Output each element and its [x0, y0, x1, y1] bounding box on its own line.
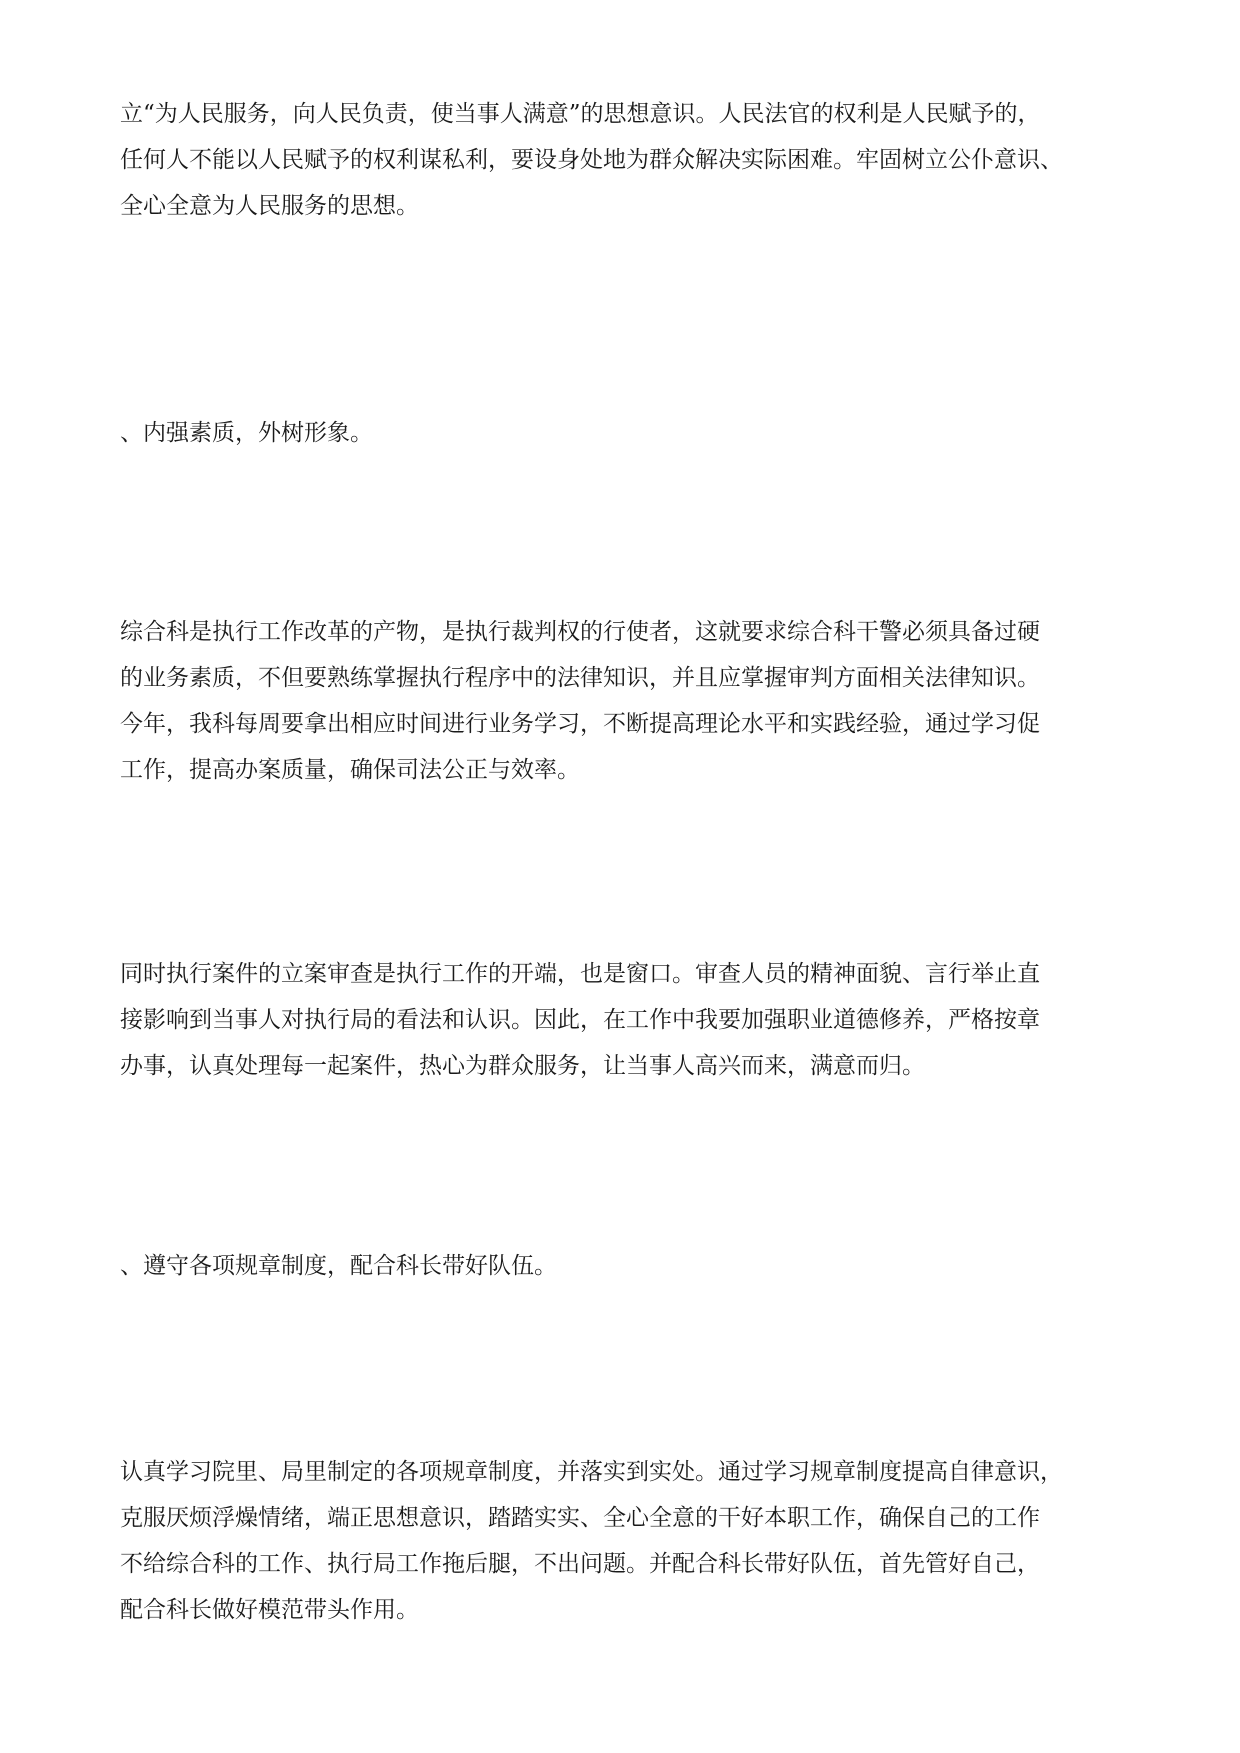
- paragraph-business-quality: 综合科是执行工作改革的产物，是执行裁判权的行使者，这就要求综合科干警必须具备过硬 的业务素质，不但要熟练掌握执行程序中的法律知识，并且应掌握审判方面相关法律知识。 今年，我科每周要拿出相应时间进行业务学习，不断提高理论水平和实践经验，通过学习促 工作，提高办案质量，确保司法公正与效率。: [120, 619, 1040, 783]
- paragraph-rules-study: 认真学习院里、局里制定的各项规章制度，并落实到实处。通过学习规章制度提高自律意识， 克服厌烦浮燥情绪，端正思想意识，踏踏实实、全心全意的干好本职工作，确保自己的工作 不给综合科的工作、执行局工作拖后腿，不出问题。并配合科长带好队伍，首先管好自己， 配合科长做好模范带头作用。: [120, 1459, 1063, 1623]
- section-heading-quality-image: 、内强素质，外树形象。: [120, 420, 373, 446]
- section-heading-rules-team: 、遵守各项规章制度，配合科长带好队伍。: [120, 1253, 557, 1279]
- paragraph-case-review: 同时执行案件的立案审查是执行工作的开端，也是窗口。审查人员的精神面貌、言行举止直 接影响到当事人对执行局的看法和认识。因此，在工作中我要加强职业道德修养，严格按章 办事，认真处理每一起案件，热心为群众服务，让当事人高兴而来，满意而归。: [120, 961, 1040, 1079]
- paragraph-service-awareness: 立“为人民服务，向人民负责，使当事人满意”的思想意识。人民法官的权利是人民赋予的， 任何人不能以人民赋予的权利谋私利，要设身处地为群众解决实际困难。牢固树立公仆意识、 全心全意为人民服务的思想。: [120, 101, 1063, 219]
